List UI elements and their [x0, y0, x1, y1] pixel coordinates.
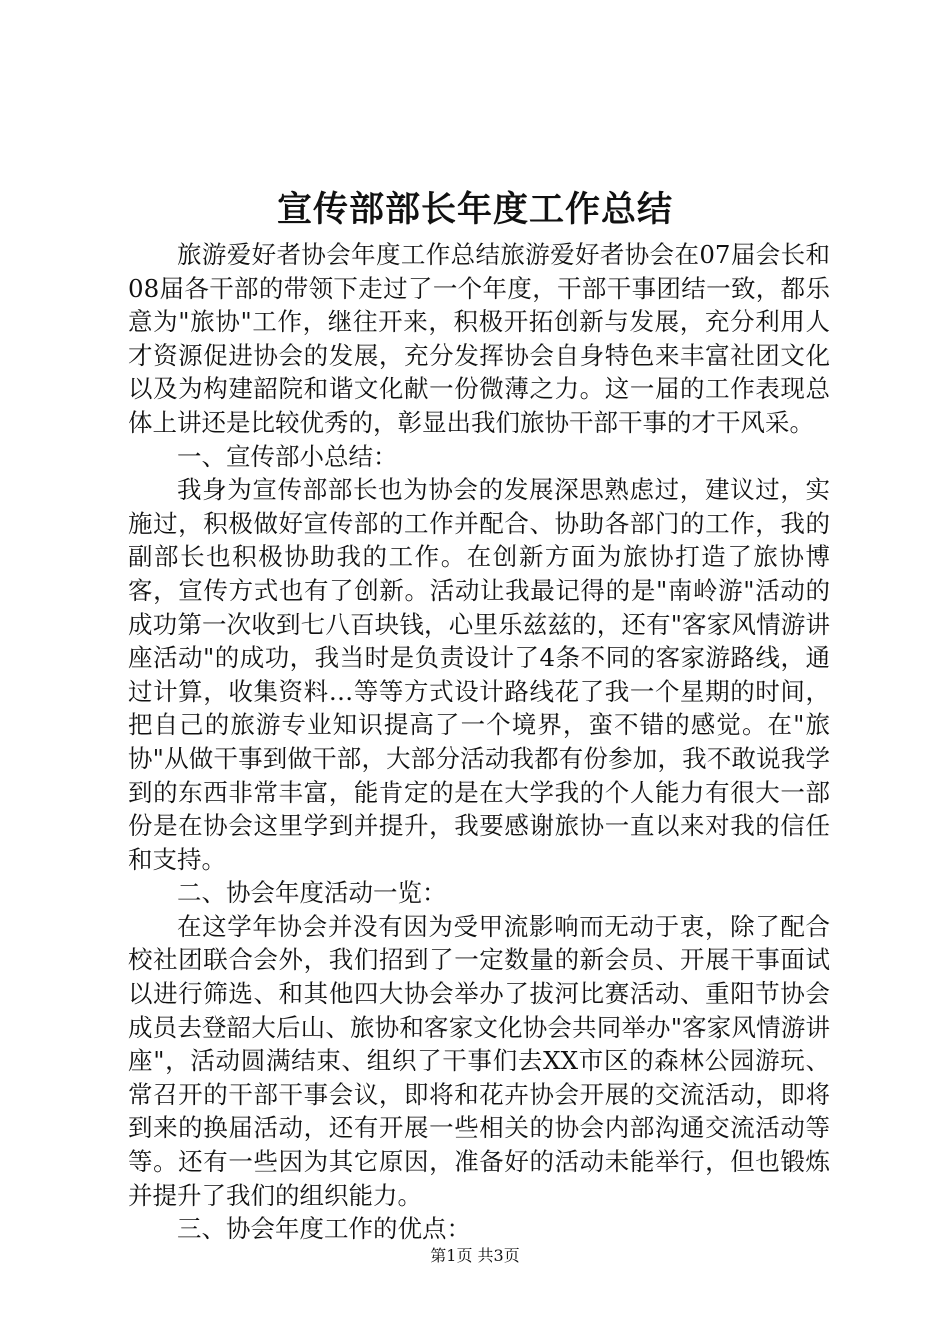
section-heading-publicity: 一、宣传部小总结： [177, 441, 398, 471]
page-number-footer: 第1页 共3页 [430, 1246, 520, 1265]
activities-paragraph: 在这学年协会并没有因为受甲流影响而无动于衷，除了配合校社团联合会外，我们招到了一定数量的新会员、开展干事面试以进行筛选、和其他四大协会举办了拔河比赛活动、重阳节协会成员去登韶大后山、旅协和客家文化协会共同举办"客家风情游讲座"，活动圆满结束、组织了干事们去XX市区的森林公园游玩、常召开的干部干事会议，即将和花卉协会开展的交流活动，即将到来的换届活动，还有开展一些相关的协会内部沟通交流活动等等。还有一些因为其它原因，准备好的活动未能举行，但也锻炼并提升了我们的组织能力。 [128, 911, 830, 1210]
section-heading-activities: 二、协会年度活动一览： [177, 878, 447, 908]
publicity-summary-paragraph: 我身为宣传部部长也为协会的发展深思熟虑过，建议过，实施过，积极做好宣传部的工作并配合、协助各部门的工作，我的副部长也积极协助我的工作。在创新方面为旅协打造了旅协博客，宣传方式也有了创新。活动让我最记得的是"南岭游"活动的成功第一次收到七八百块钱，心里乐兹兹的，还有"客家风情游讲座活动"的成功，我当时是负责设计了4条不同的客家游路线，通过计算，收集资料…等等方式设计路线花了我一个星期的时间，把自己的旅游专业知识提高了一个境界，蛮不错的感觉。在"旅协"从做干事到做干部，大部分活动我都有份参加，我不敢说我学到的东西非常丰富，能肯定的是在大学我的个人能力有很大一部份是在协会这里学到并提升，我要感谢旅协一直以来对我的信任和支持。 [128, 475, 830, 874]
intro-paragraph: 旅游爱好者协会年度工作总结旅游爱好者协会在07届会长和08届各干部的带领下走过了一个年度，干部干事团结一致，都乐意为"旅协"工作，继往开来，积极开拓创新与发展，充分利用人才资源促进协会的发展，充分发挥协会自身特色来丰富社团文化以及为构建韶院和谐文化献一份微薄之力。这一届的工作表现总体上讲还是比较优秀的，彰显出我们旅协干部干事的才干风采。 [128, 240, 830, 437]
section-heading-strengths: 三、协会年度工作的优点： [177, 1214, 471, 1244]
document-title: 宣传部部长年度工作总结 [276, 189, 673, 230]
document-body [128, 238, 830, 1246]
